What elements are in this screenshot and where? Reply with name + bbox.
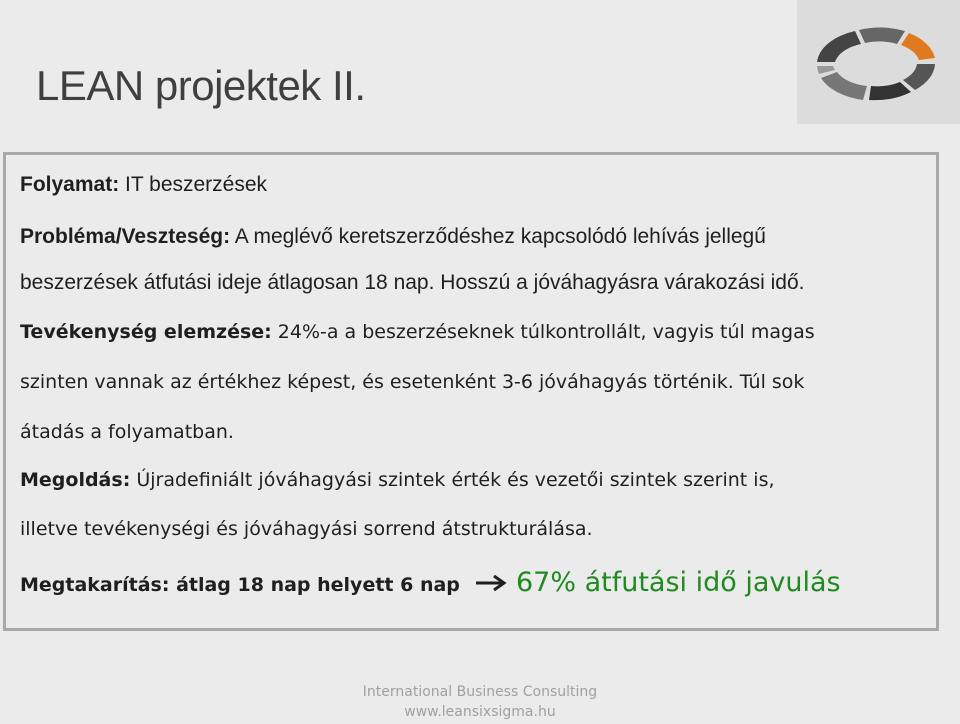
ring-logo-icon [797,0,960,124]
company-logo [797,0,960,124]
saving-label: Megtakarítás: átlag 18 nap helyett 6 nap [20,574,460,596]
solution-text: Újradefiniált jóváhagyási szintek érték és vezetői szintek szerint is, [130,469,775,491]
content-box [3,152,939,631]
footer-url: www.leansixsigma.hu [404,704,556,720]
problem-line [20,225,766,249]
result-highlight: 67% átfutási idő javulás [516,567,841,598]
slide-title: LEAN projektek II. [36,62,366,109]
process-label: Folyamat: [20,173,120,196]
problem-label: Probléma/Veszteség: [20,225,231,248]
solution-label: Megoldás: [20,469,131,491]
arrow-right-icon [474,573,508,598]
process-line [20,173,267,197]
problem-text-cont: beszerzések átfutási ideje átlagosan 18 nap. Hosszú a jóváhagyásra várakozási idő. [20,271,805,294]
analysis-text: 24%-a a beszerzéseknek túlkontrollált, vagyis túl magas [271,321,815,343]
saving-line [20,567,841,598]
process-text: IT beszerzések [119,173,268,196]
analysis-text-cont1: szinten vannak az értékhez képest, és esetenként 3-6 jóváhagyás történik. Túl sok [20,371,805,393]
solution-text-cont: illetve tevékenységi és jóváhagyási sorrend átstrukturálása. [20,518,593,540]
problem-text: A meglévő keretszerződéshez kapcsolódó lehívás jellegű [230,225,766,248]
analysis-text-cont2: átadás a folyamatban. [20,421,234,443]
footer-company: International Business Consulting [362,684,598,700]
analysis-line [20,321,815,343]
solution-line [20,469,775,491]
analysis-label: Tevékenység elemzése: [20,321,272,343]
